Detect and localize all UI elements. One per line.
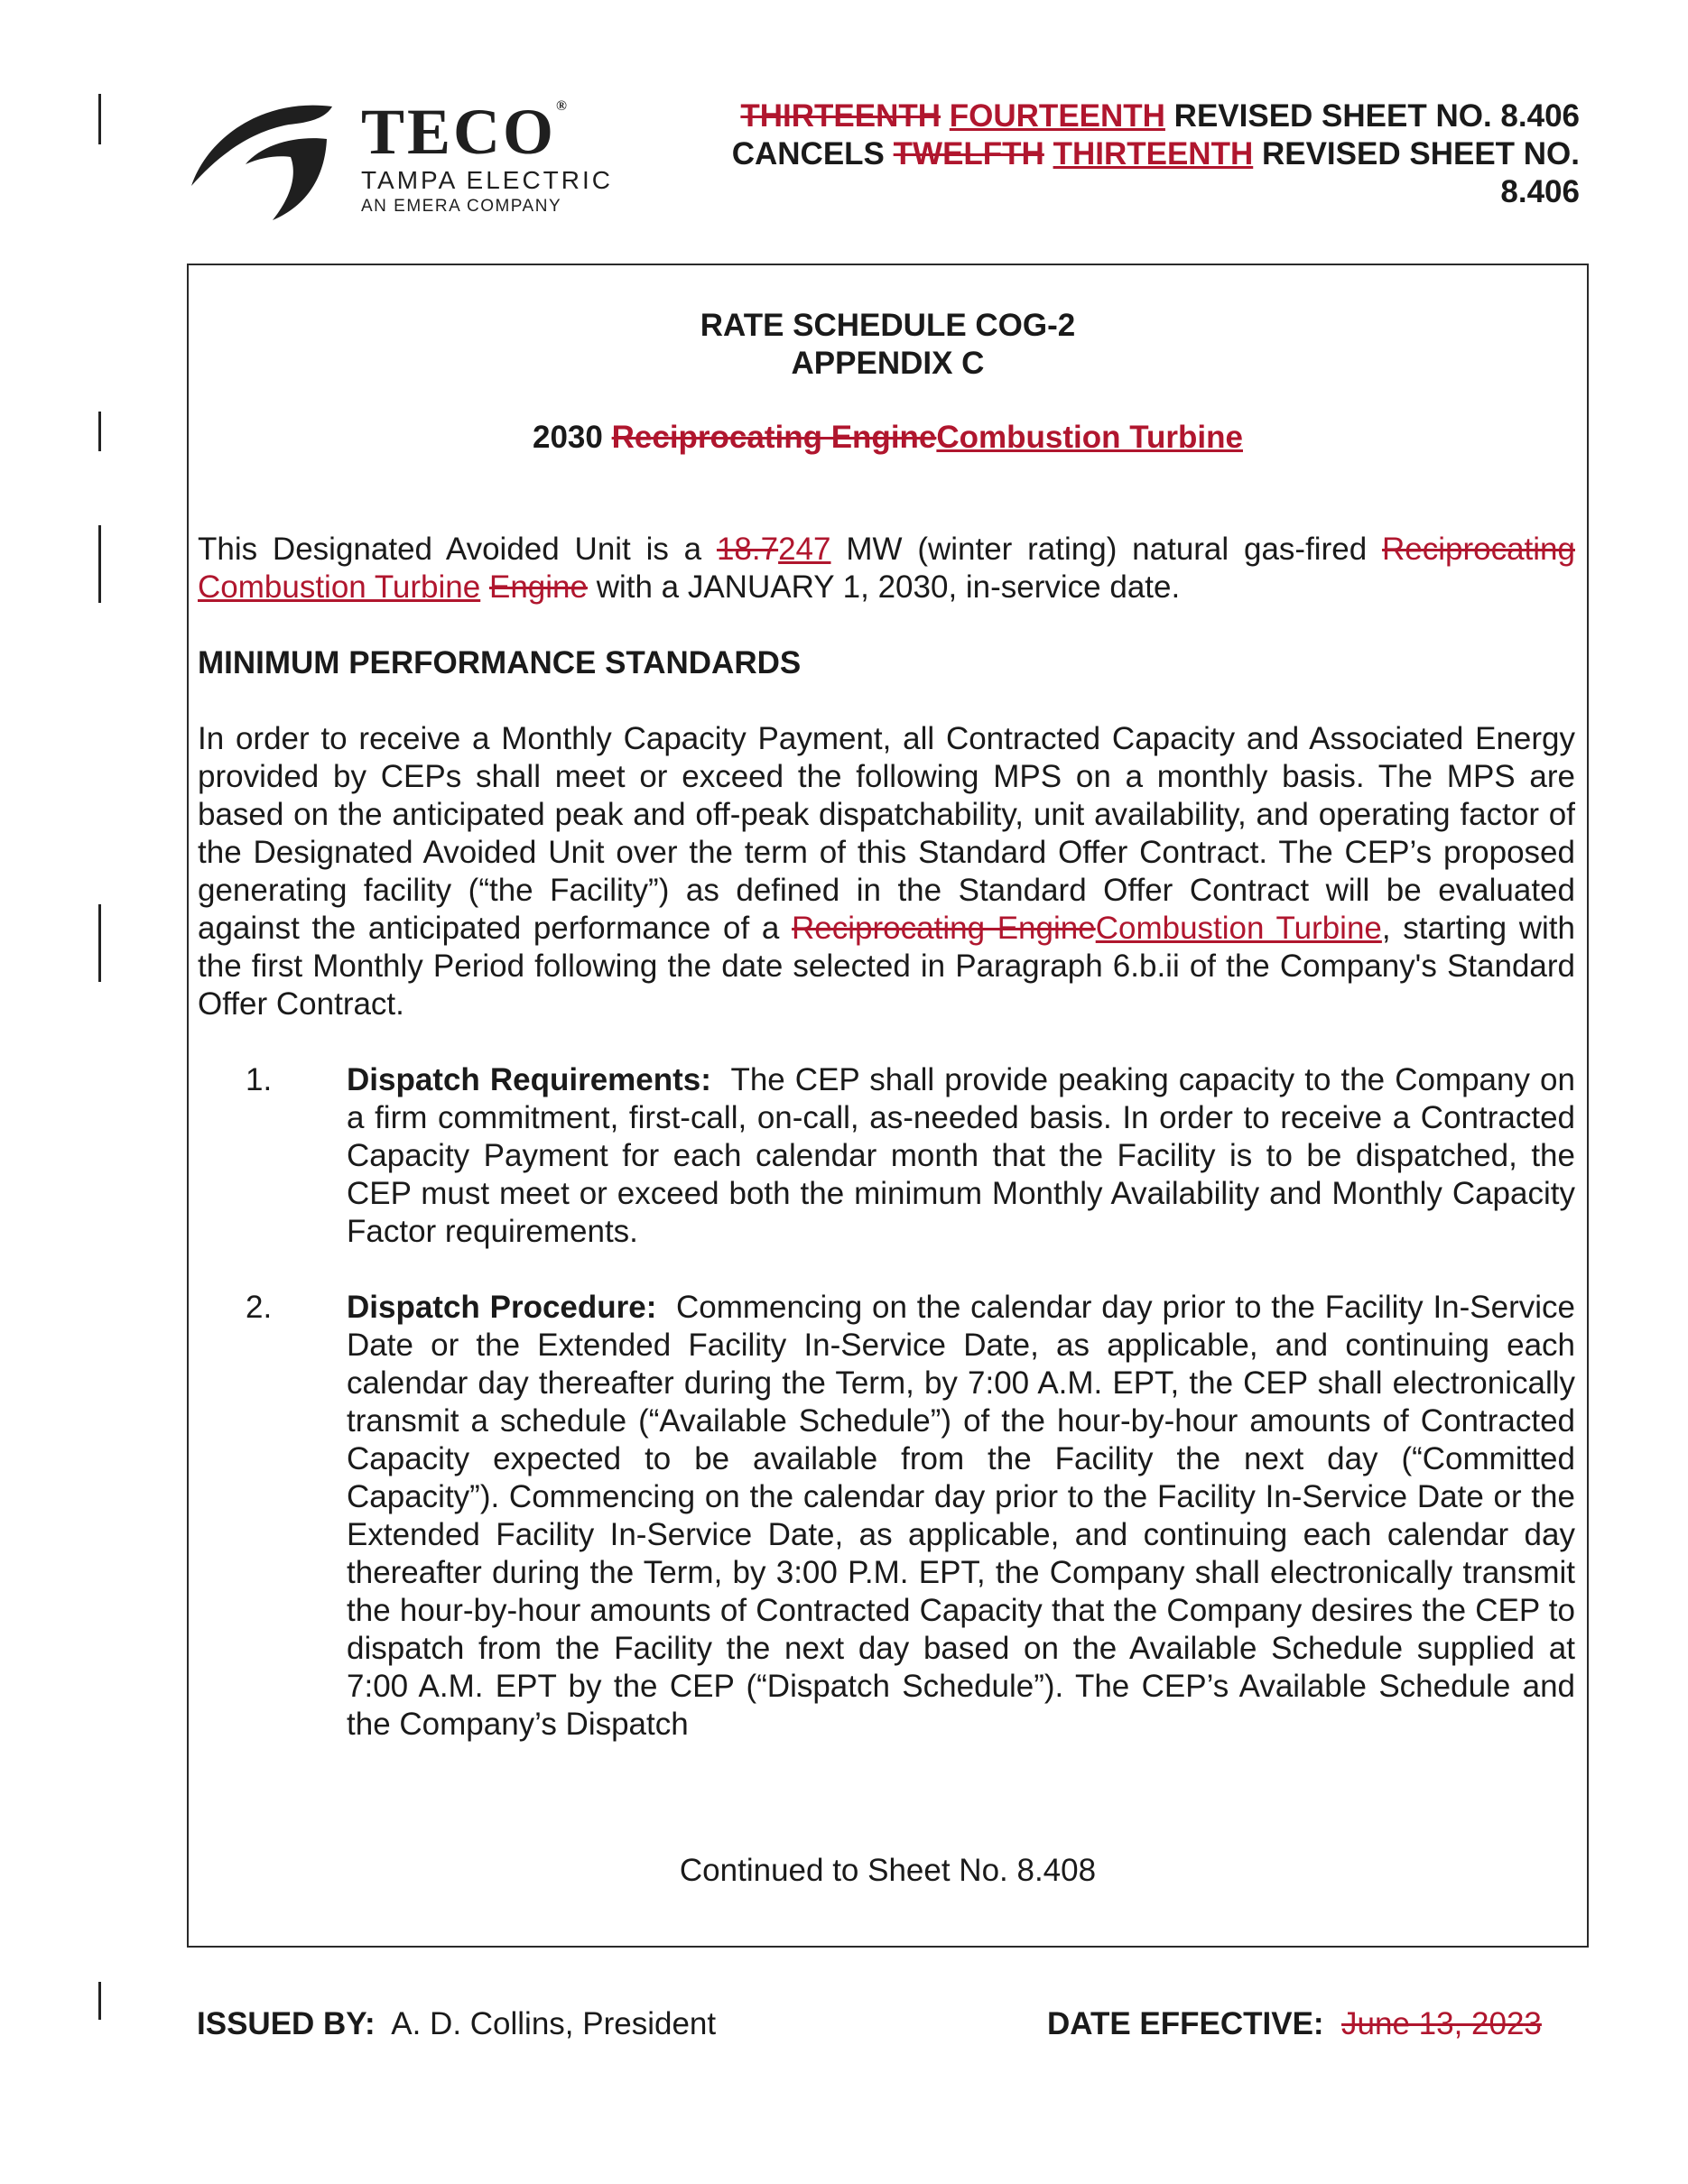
change-bar	[98, 94, 101, 144]
inserted-text: FOURTEENTH	[949, 98, 1165, 134]
inserted-text: 247	[778, 532, 831, 567]
list-item: Dispatch Procedure: Commencing on the calendar day prior to the Facility In-Service Date or the Extended Facility In-Service Date, as applicable, and continuing each calendar day thereafter during the Term, by 7:00 A.M. EPT, the CEP shall electronically transmit a schedule (“Available Schedule”) of the hour-by-hour amounts of Contracted Capacity expected to be available from the Facility the next day (“Committed Capacity”). Commencing on the calendar day prior to the Facility In-Service Date or the Extended Facility In-Service Date, as applicable, and continuing each calendar day thereafter during the Term, by 3:00 P.M. EPT, the Company shall electronically transmit the hour-by-hour amounts of Contracted Capacity that the Company desires the CEP to dispatch from the Facility the next day based on the Available Schedule supplied at 7:00 A.M. EPT by the CEP (“Dispatch Schedule”). The CEP’s Available Schedule and the Company’s Dispatch	[347, 1290, 1575, 1742]
issued-by: ISSUED BY: A. D. Collins, President	[197, 2006, 717, 2041]
logo-wordmark: TECO®	[361, 96, 570, 168]
list-item-heading: Dispatch Requirements:	[347, 1062, 711, 1097]
page-title: RATE SCHEDULE COG-2 APPENDIX C	[700, 308, 1076, 381]
content-frame	[187, 264, 1589, 1948]
logo-subtitle: TAMPA ELECTRIC	[361, 166, 614, 194]
deleted-text: Engine	[488, 569, 588, 605]
continued-note: Continued to Sheet No. 8.408	[679, 1853, 1097, 1888]
inserted-text: THIRTEENTH	[1053, 136, 1254, 171]
deleted-text: THIRTEENTH	[740, 98, 941, 134]
list-item: Dispatch Requirements: The CEP shall provide peaking capacity to the Company on a firm commitment, first-call, on-call, as-needed basis. In order to receive a Contracted Capacity Payment for each calendar month that the Facility is to be dispatched, the CEP must meet or exceed both the minimum Monthly Availability and Monthly Capacity Factor requirements.	[347, 1062, 1575, 1249]
logo-tagline: AN EMERA COMPANY	[361, 197, 562, 216]
teco-swoosh-icon	[190, 90, 334, 221]
inserted-text: Combustion Turbine	[936, 420, 1243, 455]
sheet-number-header	[695, 97, 1580, 211]
sheet-line-2: CANCELS TWELFTH THIRTEENTH REVISED SHEET NO.	[731, 136, 1580, 171]
mps-paragraph: In order to receive a Monthly Capacity Payment, all Contracted Capacity and Associated Energy provided by CEPs shall meet or exceed the following MPS on a monthly basis. The MPS are based on the anticipated peak and off-peak dispatchability, unit availability, and operating factor of the Designated Avoided Unit over the term of this Standard Offer Contract. The CEP’s proposed generating facility (“the Facility”) as defined in the Standard Offer Contract will be evaluated against the anticipated performance of a Reciprocating EngineCombustion Turbine, starting with the first Monthly Period following the date selected in Paragraph 6.b.ii of the Company's Standard Offer Contract.	[198, 721, 1575, 1022]
deleted-text: Reciprocating	[1381, 532, 1575, 567]
date-effective: DATE EFFECTIVE: June 13, 2023	[1047, 2006, 1542, 2041]
sheet-line-1: THIRTEENTH FOURTEENTH REVISED SHEET NO. 8.406	[740, 98, 1580, 134]
sheet-line-3: 8.406	[1500, 174, 1580, 209]
change-bar	[98, 412, 101, 451]
section-heading: MINIMUM PERFORMANCE STANDARDS	[198, 645, 802, 680]
inserted-text: Combustion Turbine	[198, 569, 481, 605]
deleted-text: June 13, 2023	[1341, 2006, 1542, 2041]
registered-mark: ®	[556, 98, 570, 114]
deleted-text: 18.7	[716, 532, 779, 567]
list-item-number: 1.	[246, 1062, 273, 1097]
inserted-text: Combustion Turbine	[1095, 911, 1382, 946]
unit-title: 2030 Reciprocating EngineCombustion Turbine	[533, 420, 1243, 455]
change-bar	[98, 1982, 101, 2020]
change-bar	[98, 904, 101, 982]
company-logo	[190, 90, 659, 226]
intro-paragraph: This Designated Avoided Unit is a 18.7247 MW (winter rating) natural gas-fired Reciprocating Combustion Turbine Engine with a JANUARY 1, 2030, in-service date.	[198, 532, 1575, 605]
deleted-text: TWELFTH	[893, 136, 1044, 171]
deleted-text: Reciprocating Engine	[792, 911, 1096, 946]
list-item-number: 2.	[246, 1290, 273, 1325]
list-item-heading: Dispatch Procedure:	[347, 1290, 657, 1325]
deleted-text: Reciprocating Engine	[611, 420, 937, 455]
change-bar	[98, 525, 101, 603]
